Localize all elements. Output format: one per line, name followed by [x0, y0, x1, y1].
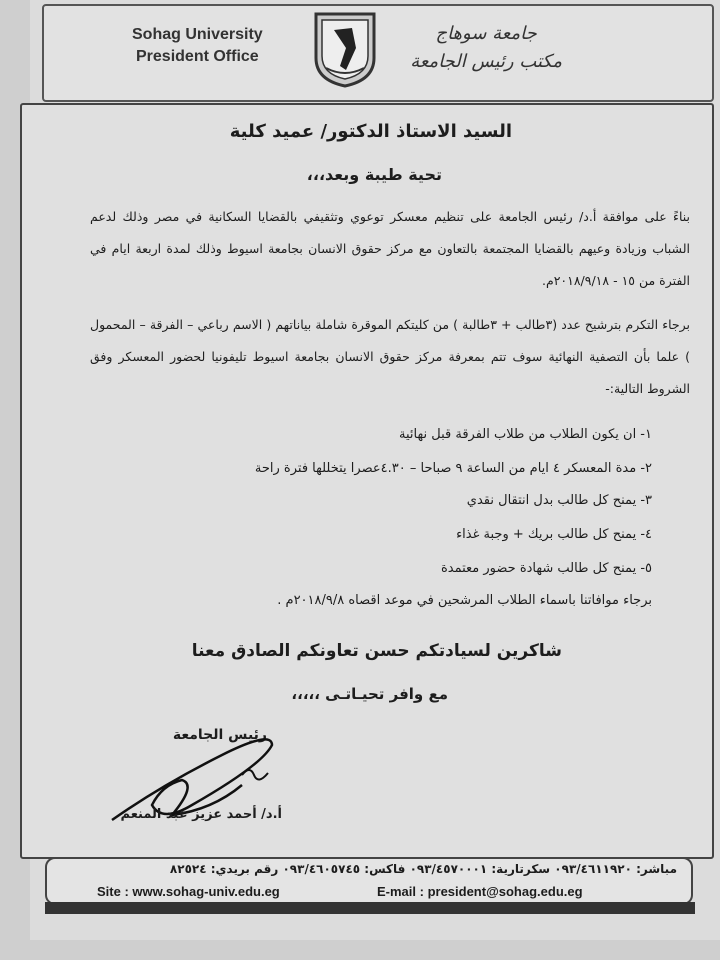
- signer-title: رئيس الجامعة: [172, 727, 267, 743]
- letterhead-arabic: [410, 20, 562, 76]
- university-name-en: Sohag University: [132, 26, 263, 43]
- closing-line: مع وافر تحيـاتـى ،،،،،: [291, 685, 448, 703]
- salutation: السيد الاستاذ الدكتور/ عميد كلية: [229, 121, 512, 142]
- deadline-note: برجاء موافاتنا باسماء الطلاب المرشحين في موعد اقصاه ٢٠١٨/٩/٨م .: [277, 593, 652, 608]
- letterhead-english: [132, 24, 263, 68]
- signer-name: أ.د/ أحمد عزيز عبد المنعم: [120, 807, 282, 822]
- university-seal-logo: [312, 8, 378, 88]
- thanks-line: شاكرين لسيادتكم حسن تعاونكم الصادق معنا: [191, 641, 562, 661]
- condition-2: ٢- مدة المعسكر ٤ ايام من الساعة ٩ صباحا – ٤.٣٠عصرا يتخللها فترة راحة: [254, 461, 652, 476]
- footer-site: Site : www.sohag-univ.edu.eg: [97, 884, 280, 899]
- condition-4: ٤- يمنح كل طالب بريك + وجبة غذاء: [456, 527, 652, 542]
- letterhead: [42, 4, 714, 102]
- condition-3: ٣- يمنح كل طالب بدل انتقال نقدي: [466, 493, 652, 508]
- office-name-en: President Office: [136, 48, 259, 65]
- footer-phones: مباشر: ٠٩٣/٤٦١١٩٢٠ سكرتارية: ٠٩٣/٤٥٧٠٠٠١ فاكس: ٠٩٣/٤٦٠٥٧٤٥ رقم بريدي: ٨٢٥٢٤: [169, 862, 677, 876]
- footer-bar: [45, 902, 695, 914]
- footer-email: E-mail : president@sohag.edu.eg: [377, 884, 583, 899]
- greeting: تحية طيبة وبعد،،،: [306, 165, 442, 184]
- paragraph-1: بناءً على موافقة أ.د/ رئيس الجامعة على تنظيم معسكر توعوي وتثقيفي بالقضايا السكانية في مصر وذلك لدعم الشباب وزيادة وعيهم بالقضايا المجتمعة بالتعاون مع مركز حقوق الانسان بجامعة اسيوط وذلك لمدة اربعة ايام في الفترة من ١٥ - ٢٠١٨/٩/١٨م.: [90, 209, 690, 288]
- paragraph-2: برجاء التكرم بترشيح عدد (٣طالب + ٣طالبة ) من كليتكم الموقرة شاملة بياناتهم ( الاسم رباعي – الفرقة – المحمول ) علما بأن التصفية النهائية سوف تتم بمعرفة مركز حقوق الانسان بجامعة اسيوط تليفونيا لحضور المعسكر وفق الشروط التالية:-: [90, 317, 691, 396]
- university-name-ar: جامعة سوهاج: [435, 23, 537, 44]
- condition-5: ٥- يمنح كل طالب شهادة حضور معتمدة: [440, 561, 652, 576]
- footer-contact-box: [45, 857, 693, 905]
- letter-body: [20, 103, 714, 859]
- condition-1: ١- ان يكون الطلاب من طلاب الفرقة قبل نهائية: [399, 427, 652, 442]
- office-name-ar: مكتب رئيس الجامعة: [410, 51, 562, 72]
